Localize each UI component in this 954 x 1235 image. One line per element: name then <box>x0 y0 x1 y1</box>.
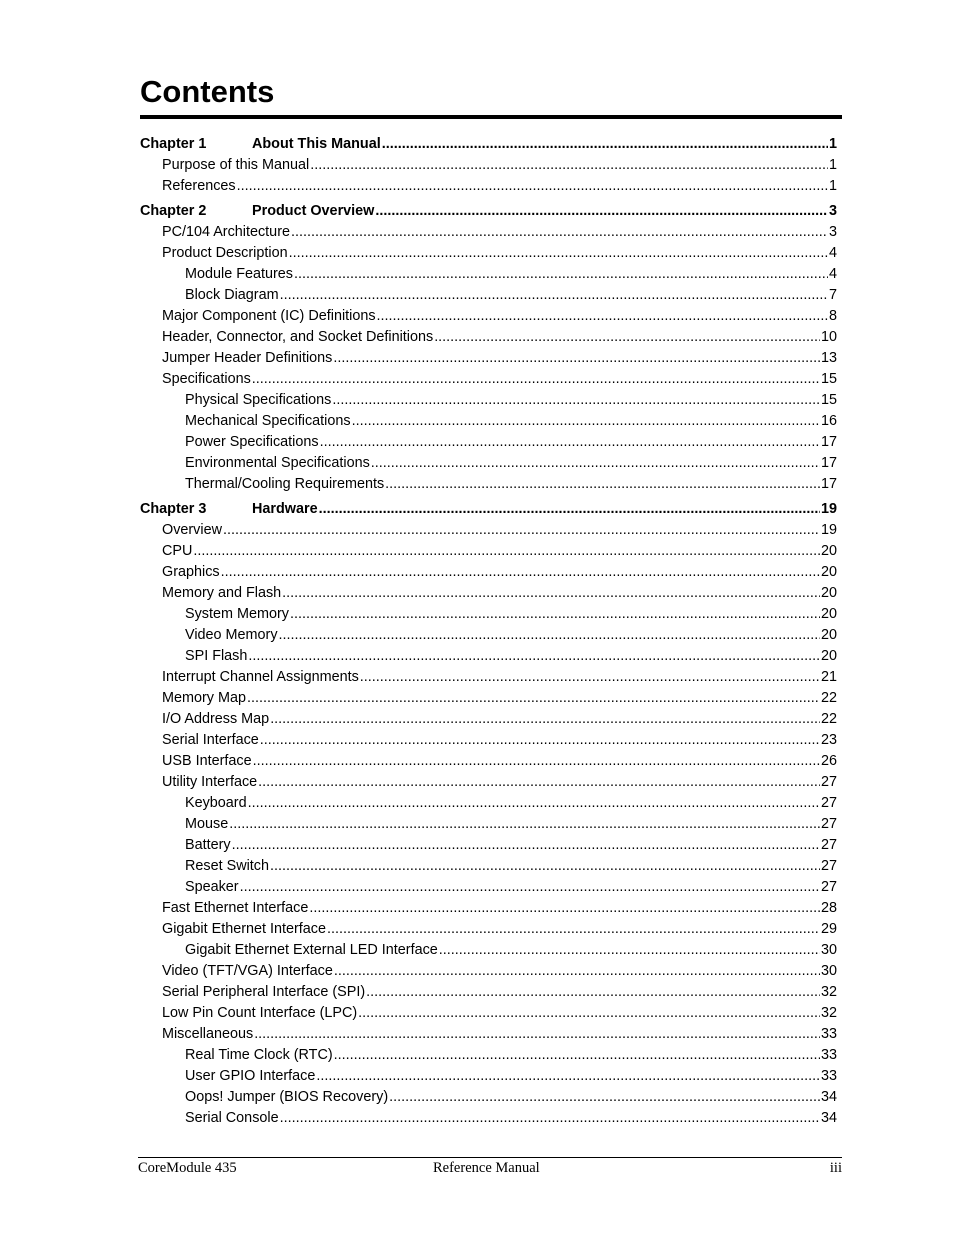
toc-page-number: 28 <box>820 900 837 916</box>
toc-dot-leader <box>270 709 820 730</box>
toc-entry-label: Real Time Clock (RTC) <box>185 1047 333 1063</box>
toc-dot-leader <box>377 306 828 327</box>
toc-dot-leader <box>290 604 820 625</box>
toc-entry-label: Product Description <box>162 245 288 261</box>
toc-entry-label: Keyboard <box>185 795 247 811</box>
toc-entry[interactable] <box>140 688 837 709</box>
toc-entry-label: I/O Address Map <box>162 711 270 727</box>
toc-entry-label: Serial Peripheral Interface (SPI) <box>162 984 366 1000</box>
toc-page-number: 20 <box>820 606 837 622</box>
toc-entry-label: Specifications <box>162 371 251 387</box>
toc-entry-label: Block Diagram <box>185 287 279 303</box>
toc-dot-leader <box>352 411 820 432</box>
toc-page-number: 22 <box>820 711 837 727</box>
toc-page-number: 27 <box>820 858 837 874</box>
toc-entry-label: Overview <box>162 522 222 538</box>
toc-entry[interactable] <box>140 1024 837 1045</box>
toc-dot-leader <box>358 1003 820 1024</box>
toc-dot-leader <box>385 474 820 495</box>
toc-page-number: 17 <box>820 476 837 492</box>
footer-document-type: Reference Manual <box>433 1160 540 1176</box>
toc-dot-leader <box>439 940 820 961</box>
toc-entry-label: Product Overview <box>252 203 375 219</box>
toc-entry-label: System Memory <box>185 606 289 622</box>
toc-entry-label: Battery <box>185 837 231 853</box>
toc-entry-label: Memory and Flash <box>162 585 282 601</box>
toc-page-number: 10 <box>820 329 837 345</box>
toc-dot-leader <box>389 1087 820 1108</box>
toc-entry-label: Speaker <box>185 879 239 895</box>
toc-dot-leader <box>327 919 820 940</box>
toc-entry-label: CPU <box>162 543 193 559</box>
toc-page-number: 15 <box>820 392 837 408</box>
toc-entry-label: Jumper Header Definitions <box>162 350 333 366</box>
toc-page-number: 34 <box>820 1089 837 1105</box>
toc-page-number: 27 <box>820 816 837 832</box>
toc-entry[interactable] <box>140 709 837 730</box>
toc-entry-label: References <box>162 178 236 194</box>
toc-entry[interactable] <box>140 327 837 348</box>
toc-page-number: 3 <box>828 203 837 219</box>
toc-page-number: 8 <box>828 308 837 324</box>
toc-page-number: 34 <box>820 1110 837 1126</box>
toc-entry[interactable] <box>140 474 837 495</box>
toc-page-number: 16 <box>820 413 837 429</box>
toc-entry[interactable] <box>140 176 837 197</box>
toc-dot-leader <box>280 1108 820 1129</box>
toc-entry[interactable] <box>140 835 837 856</box>
toc-entry-label: USB Interface <box>162 753 252 769</box>
toc-entry[interactable] <box>140 432 837 453</box>
toc-entry[interactable] <box>140 877 837 898</box>
toc-dot-leader <box>375 201 828 222</box>
toc-entry[interactable] <box>140 961 837 982</box>
toc-entry[interactable] <box>140 1108 837 1129</box>
toc-entry-label: Physical Specifications <box>185 392 332 408</box>
toc-dot-leader <box>254 1024 820 1045</box>
toc-entry[interactable] <box>140 982 837 1003</box>
toc-page-number: 20 <box>820 543 837 559</box>
toc-page-number: 32 <box>820 1005 837 1021</box>
toc-page-number: 33 <box>820 1068 837 1084</box>
toc-page-number: 21 <box>820 669 837 685</box>
toc-page-number: 3 <box>828 224 837 240</box>
toc-entry[interactable] <box>140 1087 837 1108</box>
toc-entry[interactable] <box>140 348 837 369</box>
toc-entry-label: Serial Console <box>185 1110 279 1126</box>
toc-page-number: 4 <box>828 245 837 261</box>
toc-entry[interactable] <box>140 1066 837 1087</box>
toc-entry[interactable] <box>140 306 837 327</box>
toc-entry-label: SPI Flash <box>185 648 248 664</box>
toc-page-number: 33 <box>820 1047 837 1063</box>
toc-entry[interactable] <box>140 243 837 264</box>
toc-entry[interactable] <box>140 604 837 625</box>
toc-dot-leader <box>270 856 820 877</box>
toc-dot-leader <box>237 176 828 197</box>
toc-chapter-entry[interactable] <box>140 134 837 155</box>
toc-entry[interactable] <box>140 222 837 243</box>
toc-entry[interactable] <box>140 751 837 772</box>
toc-entry-label: User GPIO Interface <box>185 1068 316 1084</box>
toc-dot-leader <box>333 348 820 369</box>
table-of-contents <box>140 134 837 1129</box>
toc-dot-leader <box>247 688 820 709</box>
toc-dot-leader <box>229 814 820 835</box>
toc-dot-leader <box>258 772 820 793</box>
toc-dot-leader <box>221 562 820 583</box>
toc-dot-leader <box>279 625 820 646</box>
toc-entry[interactable] <box>140 1003 837 1024</box>
toc-entry[interactable] <box>140 730 837 751</box>
toc-entry-label: Mouse <box>185 816 229 832</box>
toc-chapter-number: Chapter 3 <box>140 501 207 517</box>
toc-entry-label: PC/104 Architecture <box>162 224 290 240</box>
toc-page-number: 30 <box>820 942 837 958</box>
toc-page-number: 17 <box>820 434 837 450</box>
toc-entry-label: Thermal/Cooling Requirements <box>185 476 385 492</box>
toc-page-number: 29 <box>820 921 837 937</box>
toc-entry[interactable] <box>140 520 837 541</box>
toc-entry[interactable] <box>140 541 837 562</box>
toc-dot-leader <box>291 222 828 243</box>
toc-entry-label: Mechanical Specifications <box>185 413 351 429</box>
toc-chapter-entry[interactable] <box>140 201 837 222</box>
toc-dot-leader <box>334 961 820 982</box>
toc-entry-label: Reset Switch <box>185 858 269 874</box>
toc-entry[interactable] <box>140 155 837 176</box>
toc-dot-leader <box>332 390 820 411</box>
toc-dot-leader <box>260 730 820 751</box>
toc-entry[interactable] <box>140 940 837 961</box>
toc-entry-label: Oops! Jumper (BIOS Recovery) <box>185 1089 389 1105</box>
toc-page-number: 17 <box>820 455 837 471</box>
toc-entry[interactable] <box>140 856 837 877</box>
toc-page-number: 32 <box>820 984 837 1000</box>
toc-dot-leader <box>223 520 820 541</box>
toc-entry[interactable] <box>140 772 837 793</box>
toc-entry-label: Purpose of this Manual <box>162 157 310 173</box>
toc-entry[interactable] <box>140 390 837 411</box>
footer-rule <box>138 1157 842 1158</box>
toc-dot-leader <box>232 835 820 856</box>
toc-page-number: 27 <box>820 879 837 895</box>
toc-dot-leader <box>382 134 828 155</box>
toc-entry[interactable] <box>140 562 837 583</box>
toc-entry[interactable] <box>140 667 837 688</box>
toc-dot-leader <box>371 453 820 474</box>
toc-entry-label: Serial Interface <box>162 732 259 748</box>
toc-entry[interactable] <box>140 264 837 285</box>
toc-entry[interactable] <box>140 793 837 814</box>
toc-page-number: 20 <box>820 648 837 664</box>
toc-entry[interactable] <box>140 285 837 306</box>
toc-dot-leader <box>289 243 828 264</box>
toc-entry-label: Environmental Specifications <box>185 455 370 471</box>
toc-entry[interactable] <box>140 583 837 604</box>
toc-dot-leader <box>434 327 820 348</box>
toc-dot-leader <box>280 285 828 306</box>
toc-entry[interactable] <box>140 369 837 390</box>
toc-chapter-entry[interactable] <box>140 499 837 520</box>
toc-dot-leader <box>320 432 820 453</box>
toc-entry-label: Gigabit Ethernet External LED Interface <box>185 942 438 958</box>
toc-dot-leader <box>282 583 820 604</box>
toc-entry-label: About This Manual <box>252 136 381 152</box>
toc-entry[interactable] <box>140 453 837 474</box>
toc-page-number: 33 <box>820 1026 837 1042</box>
toc-dot-leader <box>248 646 820 667</box>
toc-entry-label: Gigabit Ethernet Interface <box>162 921 326 937</box>
toc-dot-leader <box>360 667 820 688</box>
toc-entry-label: Header, Connector, and Socket Definitions <box>162 329 434 345</box>
toc-chapter-number: Chapter 2 <box>140 203 207 219</box>
toc-entry[interactable] <box>140 919 837 940</box>
toc-page-number: 7 <box>828 287 837 303</box>
toc-entry[interactable] <box>140 625 837 646</box>
toc-page-number: 20 <box>820 585 837 601</box>
toc-page-number: 27 <box>820 795 837 811</box>
toc-dot-leader <box>366 982 820 1003</box>
toc-page-number: 20 <box>820 564 837 580</box>
toc-dot-leader <box>309 898 820 919</box>
toc-entry-label: Interrupt Channel Assignments <box>162 669 359 685</box>
toc-page-number: 4 <box>828 266 837 282</box>
toc-page-number: 22 <box>820 690 837 706</box>
toc-page-number: 23 <box>820 732 837 748</box>
toc-page-number: 30 <box>820 963 837 979</box>
toc-page-number: 1 <box>828 178 837 194</box>
toc-entry-label: Power Specifications <box>185 434 319 450</box>
toc-page-number: 13 <box>820 350 837 366</box>
toc-entry[interactable] <box>140 411 837 432</box>
toc-entry-label: Fast Ethernet Interface <box>162 900 309 916</box>
toc-dot-leader <box>319 499 820 520</box>
toc-dot-leader <box>316 1066 820 1087</box>
toc-page-number: 19 <box>820 522 837 538</box>
footer-page-number: iii <box>829 1160 842 1176</box>
toc-dot-leader <box>193 541 820 562</box>
toc-entry-label: Miscellaneous <box>162 1026 254 1042</box>
toc-dot-leader <box>248 793 820 814</box>
toc-entry[interactable] <box>140 1045 837 1066</box>
toc-entry-label: Video Memory <box>185 627 278 643</box>
toc-entry-label: Utility Interface <box>162 774 258 790</box>
toc-entry-label: Low Pin Count Interface (LPC) <box>162 1005 358 1021</box>
toc-dot-leader <box>310 155 828 176</box>
toc-dot-leader <box>334 1045 820 1066</box>
toc-entry-label: Memory Map <box>162 690 246 706</box>
title-rule <box>140 115 842 119</box>
toc-entry-label: Graphics <box>162 564 220 580</box>
toc-page-number: 1 <box>828 157 837 173</box>
toc-page-number: 26 <box>820 753 837 769</box>
toc-entry-label: Video (TFT/VGA) Interface <box>162 963 333 979</box>
toc-entry-label: Module Features <box>185 266 293 282</box>
toc-dot-leader <box>240 877 820 898</box>
toc-page-number: 20 <box>820 627 837 643</box>
toc-entry[interactable] <box>140 898 837 919</box>
toc-chapter-number: Chapter 1 <box>140 136 207 152</box>
footer-product-name: CoreModule 435 <box>138 1160 237 1176</box>
toc-dot-leader <box>294 264 828 285</box>
page-title: Contents <box>140 74 275 109</box>
toc-entry[interactable] <box>140 646 837 667</box>
toc-dot-leader <box>253 751 820 772</box>
toc-page-number: 15 <box>820 371 837 387</box>
toc-page-number: 27 <box>820 774 837 790</box>
toc-entry[interactable] <box>140 814 837 835</box>
toc-entry-label: Hardware <box>252 501 318 517</box>
toc-page-number: 27 <box>820 837 837 853</box>
toc-dot-leader <box>252 369 820 390</box>
toc-page-number: 19 <box>820 501 837 517</box>
toc-entry-label: Major Component (IC) Definitions <box>162 308 376 324</box>
toc-page-number: 1 <box>828 136 837 152</box>
